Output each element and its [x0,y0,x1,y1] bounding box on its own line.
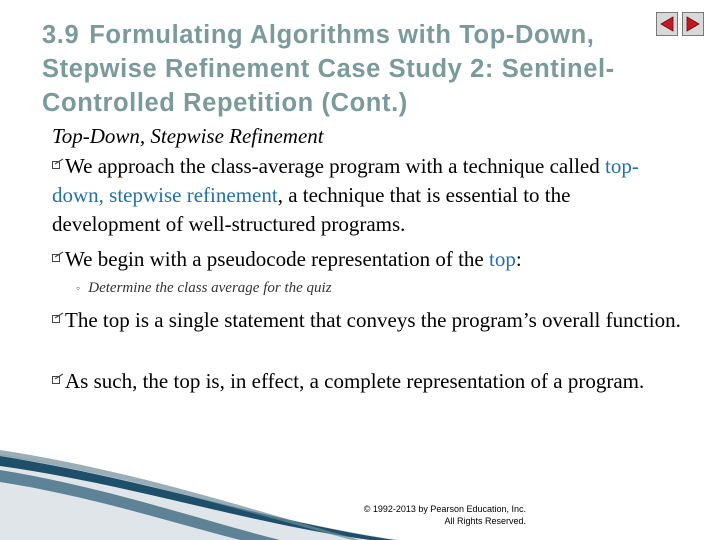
bullet-1-start: We approach the class-average program with a technique called [65,154,605,178]
subheading: Top-Down, Stepwise Refinement [52,124,324,148]
title-line-1-text: Formulating Algorithms with Top-Down, [89,21,595,49]
bullet-2-highlight: top [489,247,516,271]
sub-bullet-1-text: Determine the class average for the quiz [88,280,332,296]
triangle-right-icon [685,16,701,32]
bullet-3 [52,306,682,335]
bullet-3-text: The top is a single statement that conveys the program’s overall function. [65,308,681,332]
title-line-2: Stepwise Refinement Case Study 2: Sentinel- [42,55,615,83]
sub-bullet-1 [76,280,332,297]
title-line-1 [42,18,642,52]
bullet-2-start: We begin with a pseudocode representation of the [65,247,489,271]
checkbox-arrow-bullet-icon [52,312,64,324]
previous-slide-button[interactable] [656,12,678,36]
bullet-1-highlight: top-down, stepwise refinement [52,154,639,207]
next-slide-button[interactable] [682,12,704,36]
ring-bullet-icon: ◦ [76,281,81,295]
title-line-3: Controlled Repetition (Cont.) [42,89,408,117]
slide-title [42,18,642,120]
triangle-left-icon [659,16,675,32]
slide-navigation [656,12,704,36]
checkbox-arrow-bullet-icon [52,373,64,385]
bullet-1 [52,152,682,239]
bullet-2-end: : [515,247,522,271]
section-number: 3.9 [42,21,80,49]
copyright-line-1: © 1992-2013 by Pearson Education, Inc. [363,504,526,514]
bullet-4-text: As such, the top is, in effect, a complete representation of a program. [65,369,645,393]
bullet-4 [52,367,682,396]
bullet-1-end: , a technique that is essential to the development of well-structured programs. [52,183,571,236]
copyright-notice [310,503,526,527]
checkbox-arrow-bullet-icon [52,158,64,170]
bullet-2 [52,245,682,274]
copyright-line-2: All Rights Reserved. [444,516,526,526]
checkbox-arrow-bullet-icon [52,251,64,263]
